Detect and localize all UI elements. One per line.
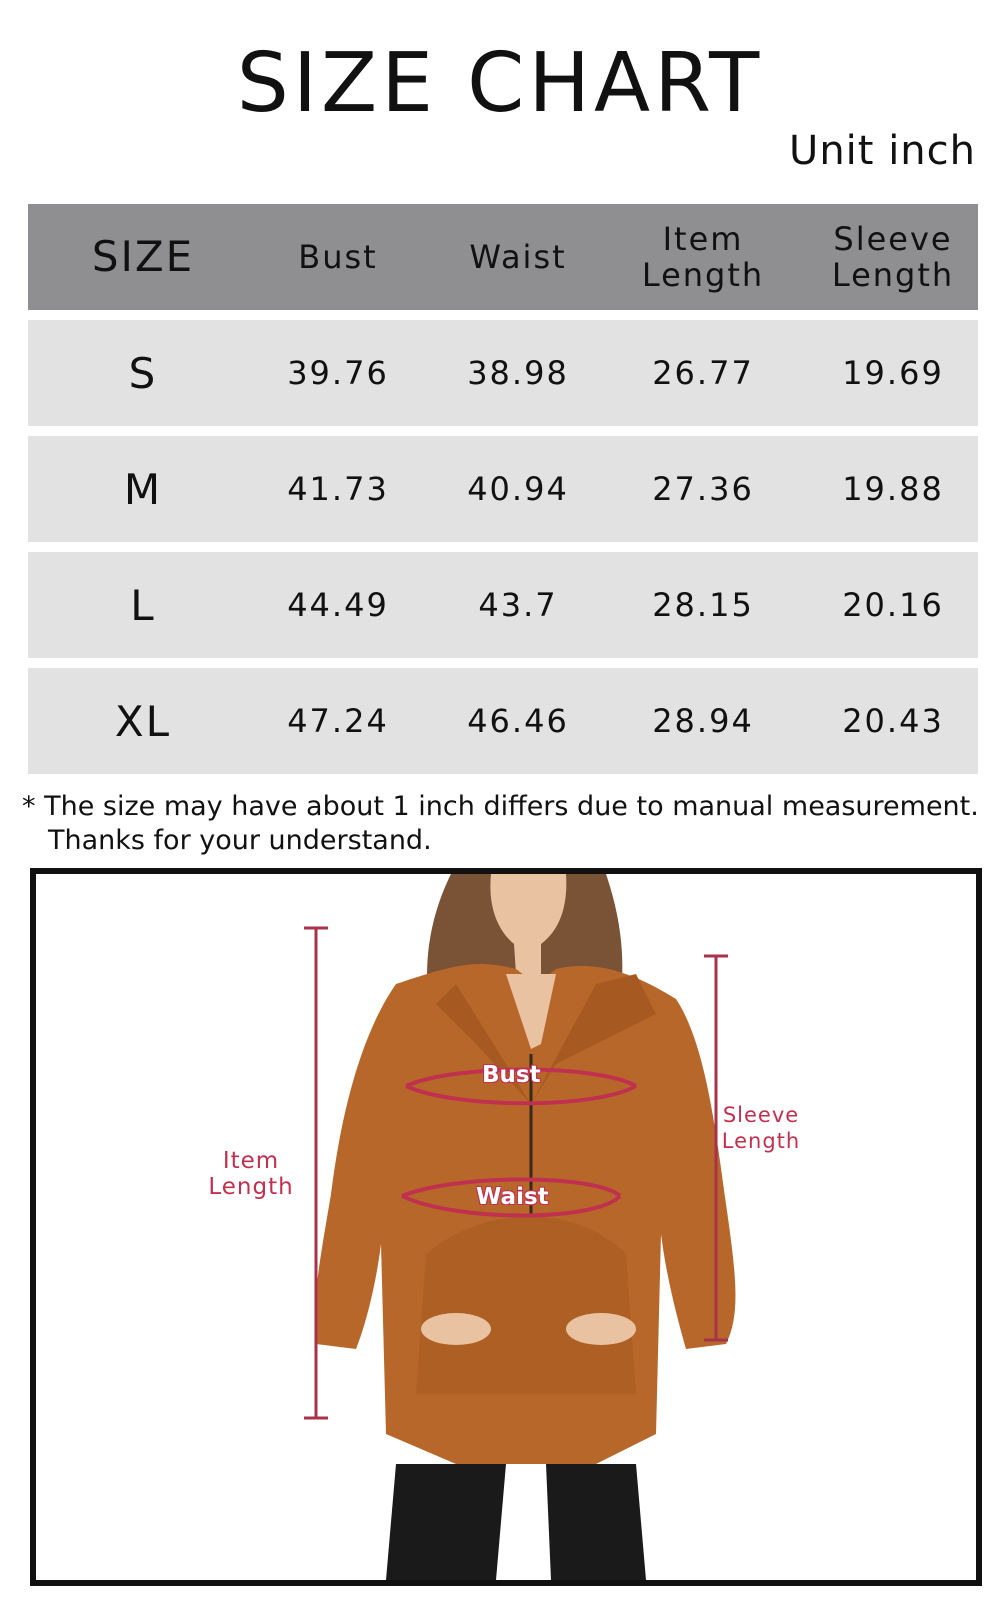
sleeve-length-cell: 19.88 [842,470,944,508]
waist-cell: 43.7 [478,586,558,624]
item-length-cell: 28.94 [652,702,754,740]
header-size: SIZE [91,232,195,281]
table-row [28,668,978,774]
table-row [28,320,978,426]
size-table [28,204,978,784]
sleeve-length-cell: 19.69 [842,354,944,392]
sleeve-length-label: Sleeve Length [721,1103,801,1153]
waist-label: Waist [476,1184,549,1210]
bust-cell: 44.49 [287,586,389,624]
measurement-note [22,790,979,858]
bust-cell: 41.73 [287,470,389,508]
waist-cell: 40.94 [467,470,569,508]
size-cell: S [128,348,158,398]
bust-cell: 47.24 [287,702,389,740]
table-row [28,436,978,542]
item-length-cell: 28.15 [652,586,754,624]
waist-cell: 46.46 [467,702,569,740]
header-bust: Bust [298,238,378,276]
bust-label: Bust [482,1062,541,1088]
size-cell: XL [114,696,172,746]
page-title: SIZE CHART [236,36,764,131]
header-waist: Waist [469,238,567,276]
header-item-length: Item Length [641,220,765,294]
table-row [28,552,978,658]
item-length-cell: 26.77 [652,354,754,392]
unit-label: Unit inch [789,128,976,174]
size-cell: M [123,464,163,514]
measurement-diagram [30,868,982,1586]
sleeve-length-cell: 20.16 [842,586,944,624]
note-line-2: Thanks for your understand. [48,825,432,856]
header-sleeve-length: Sleeve Length [831,220,955,294]
bust-cell: 39.76 [287,354,389,392]
garment-illustration [36,874,976,1580]
size-cell: L [130,580,156,630]
table-header-row [28,204,978,310]
item-length-cell: 27.36 [652,470,754,508]
item-length-label: Item Length [208,1148,294,1200]
sleeve-length-cell: 20.43 [842,702,944,740]
waist-cell: 38.98 [467,354,569,392]
note-line-1: * The size may have about 1 inch differs due to manual measurement. [22,791,979,822]
